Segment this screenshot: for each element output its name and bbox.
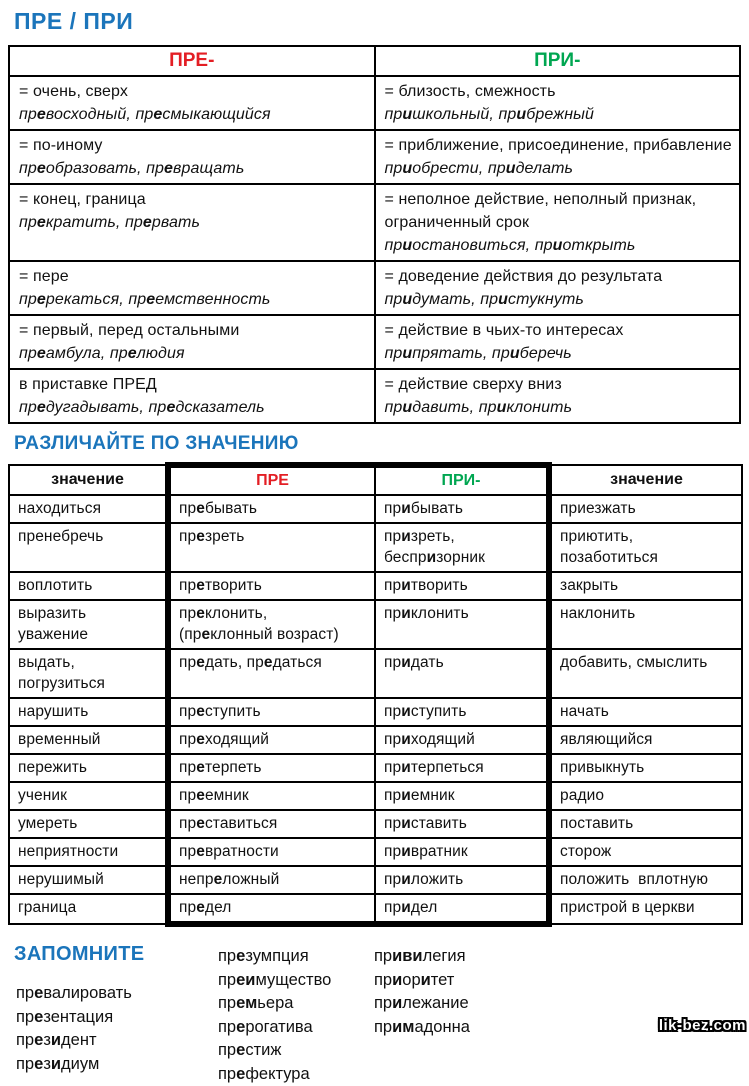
section-title-distinguish: РАЗЛИЧАЙТЕ ПО ЗНАЧЕНИЮ [14, 433, 741, 455]
meaning-left-cell: граница [9, 894, 168, 924]
meaning-right-cell: являющийся [549, 726, 742, 754]
pre-word-cell: предать, предаться [168, 649, 375, 698]
section-title-memorize: ЗАПОМНИТЕ [14, 943, 218, 966]
memorize-word-list-2 [218, 945, 374, 1086]
memorize-word: прилежание [374, 992, 470, 1016]
meaning-text: = действие сверху вниз [385, 373, 734, 396]
memorize-right-block [374, 945, 470, 1039]
table-header-row [9, 465, 742, 495]
meaning-right-cell: приютить, позаботиться [549, 523, 742, 572]
meaning-text: = по-иному [19, 134, 368, 157]
meaning-right-cell: положить вплотную [549, 866, 742, 894]
meaning-right-cell: наклонить [549, 600, 742, 649]
pre-cell [9, 261, 375, 315]
example-words: предугадывать, предсказатель [19, 396, 368, 419]
example-words: преобразовать, превращать [19, 157, 368, 180]
memorize-word: премьера [218, 992, 374, 1016]
meaning-right-cell: приезжать [549, 495, 742, 523]
meaning-text: в приставке ПРЕД [19, 373, 368, 396]
pri-word-cell: притерпеться [375, 754, 549, 782]
meaning-text: = очень, сверх [19, 80, 368, 103]
pri-word-cell: приклонить [375, 600, 549, 649]
meaning-right-cell: привыкнуть [549, 754, 742, 782]
memorize-word: презентация [16, 1006, 218, 1030]
pri-column-header: ПРИ- [375, 465, 549, 495]
meaning-right-cell: поставить [549, 810, 742, 838]
pre-word-cell: непреложный [168, 866, 375, 894]
meaning-text: = конец, граница [19, 188, 368, 211]
example-words: придавить, приклонить [385, 396, 734, 419]
memorize-word-list-3 [374, 945, 470, 1039]
pri-word-cell: призреть, беспризорник [375, 523, 549, 572]
meaning-right-cell: пристрой в церкви [549, 894, 742, 924]
memorize-section [8, 943, 741, 1086]
table-row [9, 523, 742, 572]
meaning-left-cell: выдать, погрузиться [9, 649, 168, 698]
meaning-left-cell: пережить [9, 754, 168, 782]
meaning-right-cell: начать [549, 698, 742, 726]
meaning-text: = неполное действие, неполный признак, ограниченный срок [385, 188, 734, 234]
meaning-left-cell: неприятности [9, 838, 168, 866]
table-row [9, 495, 742, 523]
meaning-left-cell: выразить уважение [9, 600, 168, 649]
pre-word-cell: предел [168, 894, 375, 924]
pri-cell [375, 261, 741, 315]
table-row [9, 754, 742, 782]
memorize-word: президент [16, 1029, 218, 1053]
meaning-left-cell: нарушить [9, 698, 168, 726]
pri-cell [375, 130, 741, 184]
pri-cell [375, 369, 741, 423]
meaning-text: = пере [19, 265, 368, 288]
table-row [9, 261, 740, 315]
example-words: превосходный, пресмыкающийся [19, 103, 368, 126]
memorize-word: префектура [218, 1063, 374, 1086]
pre-cell [9, 76, 375, 130]
table-row [9, 726, 742, 754]
pre-word-cell: преклонить, (преклонный возраст) [168, 600, 375, 649]
pri-word-cell: приступить [375, 698, 549, 726]
memorize-word: приоритет [374, 969, 470, 993]
pre-cell [9, 315, 375, 369]
meaning-right-header: значение [549, 465, 742, 495]
pri-cell [375, 315, 741, 369]
pri-word-cell: придать [375, 649, 549, 698]
pri-word-cell: приходящий [375, 726, 549, 754]
memorize-word: привилегия [374, 945, 470, 969]
pre-cell [9, 130, 375, 184]
memorize-word-list-1 [16, 982, 218, 1076]
pri-word-cell: привратник [375, 838, 549, 866]
example-words: пришкольный, прибрежный [385, 103, 734, 126]
table-row [9, 649, 742, 698]
pre-word-cell: претерпеть [168, 754, 375, 782]
pre-word-cell: превратности [168, 838, 375, 866]
site-watermark: lik-bez.com [659, 1017, 746, 1034]
meaning-text: = доведение действия до результата [385, 265, 734, 288]
pre-word-cell: преемник [168, 782, 375, 810]
meaning-left-cell: воплотить [9, 572, 168, 600]
table-row [9, 369, 740, 423]
pre-pri-table-body [9, 76, 740, 423]
table-row [9, 76, 740, 130]
example-words: прекратить, прервать [19, 211, 368, 234]
example-words: пререкаться, преемственность [19, 288, 368, 311]
pre-word-cell: пребывать [168, 495, 375, 523]
pri-word-cell: прибывать [375, 495, 549, 523]
pre-cell [9, 369, 375, 423]
pri-word-cell: приложить [375, 866, 549, 894]
meaning-left-cell: ученик [9, 782, 168, 810]
table-row [9, 600, 742, 649]
pri-word-cell: придел [375, 894, 549, 924]
table-row [9, 782, 742, 810]
meaning-table-body [9, 495, 742, 924]
pre-word-cell: преступить [168, 698, 375, 726]
pre-word-cell: претворить [168, 572, 375, 600]
meaning-text: = близость, смежность [385, 80, 734, 103]
pre-cell [9, 184, 375, 261]
pre-word-cell: презреть [168, 523, 375, 572]
meaning-right-cell: сторож [549, 838, 742, 866]
meaning-text: = первый, перед остальными [19, 319, 368, 342]
memorize-left-block [8, 943, 218, 1076]
example-words: приостановиться, приоткрыть [385, 234, 734, 257]
meaning-text: = действие в чьих-то интересах [385, 319, 734, 342]
meaning-right-cell: радио [549, 782, 742, 810]
table-row [9, 572, 742, 600]
pri-cell [375, 184, 741, 261]
memorize-word: превалировать [16, 982, 218, 1006]
meaning-comparison-table [8, 462, 743, 927]
meaning-text: = приближение, присоединение, прибавление [385, 134, 734, 157]
pre-pri-rules-table [8, 45, 741, 424]
memorize-word: презумпция [218, 945, 374, 969]
pre-word-cell: преставиться [168, 810, 375, 838]
pre-column-header: ПРЕ- [9, 46, 375, 76]
example-words: придумать, пристукнуть [385, 288, 734, 311]
example-words: приобрести, приделать [385, 157, 734, 180]
meaning-left-cell: находиться [9, 495, 168, 523]
page-title: ПРЕ / ПРИ [14, 8, 741, 35]
memorize-middle-block [218, 945, 374, 1086]
meaning-right-cell: добавить, смыслить [549, 649, 742, 698]
meaning-left-cell: нерушимый [9, 866, 168, 894]
pri-word-cell: приставить [375, 810, 549, 838]
table-row [9, 894, 742, 924]
meaning-left-cell: умереть [9, 810, 168, 838]
table-row [9, 315, 740, 369]
meaning-left-cell: пренебречь [9, 523, 168, 572]
table-row [9, 866, 742, 894]
meaning-left-header: значение [9, 465, 168, 495]
pri-word-cell: приемник [375, 782, 549, 810]
meaning-left-cell: временный [9, 726, 168, 754]
table-row [9, 184, 740, 261]
pre-word-cell: преходящий [168, 726, 375, 754]
memorize-word: примадонна [374, 1016, 470, 1040]
example-words: преамбула, прелюдия [19, 342, 368, 365]
pri-column-header: ПРИ- [375, 46, 741, 76]
table-row [9, 698, 742, 726]
memorize-word: преимущество [218, 969, 374, 993]
table-header-row [9, 46, 740, 76]
table-row [9, 130, 740, 184]
memorize-word: прерогатива [218, 1016, 374, 1040]
memorize-word: президиум [16, 1053, 218, 1077]
pri-word-cell: притворить [375, 572, 549, 600]
table-row [9, 838, 742, 866]
pre-column-header: ПРЕ [168, 465, 375, 495]
meaning-right-cell: закрыть [549, 572, 742, 600]
example-words: припрятать, приберечь [385, 342, 734, 365]
memorize-word: престиж [218, 1039, 374, 1063]
pri-cell [375, 76, 741, 130]
table-row [9, 810, 742, 838]
